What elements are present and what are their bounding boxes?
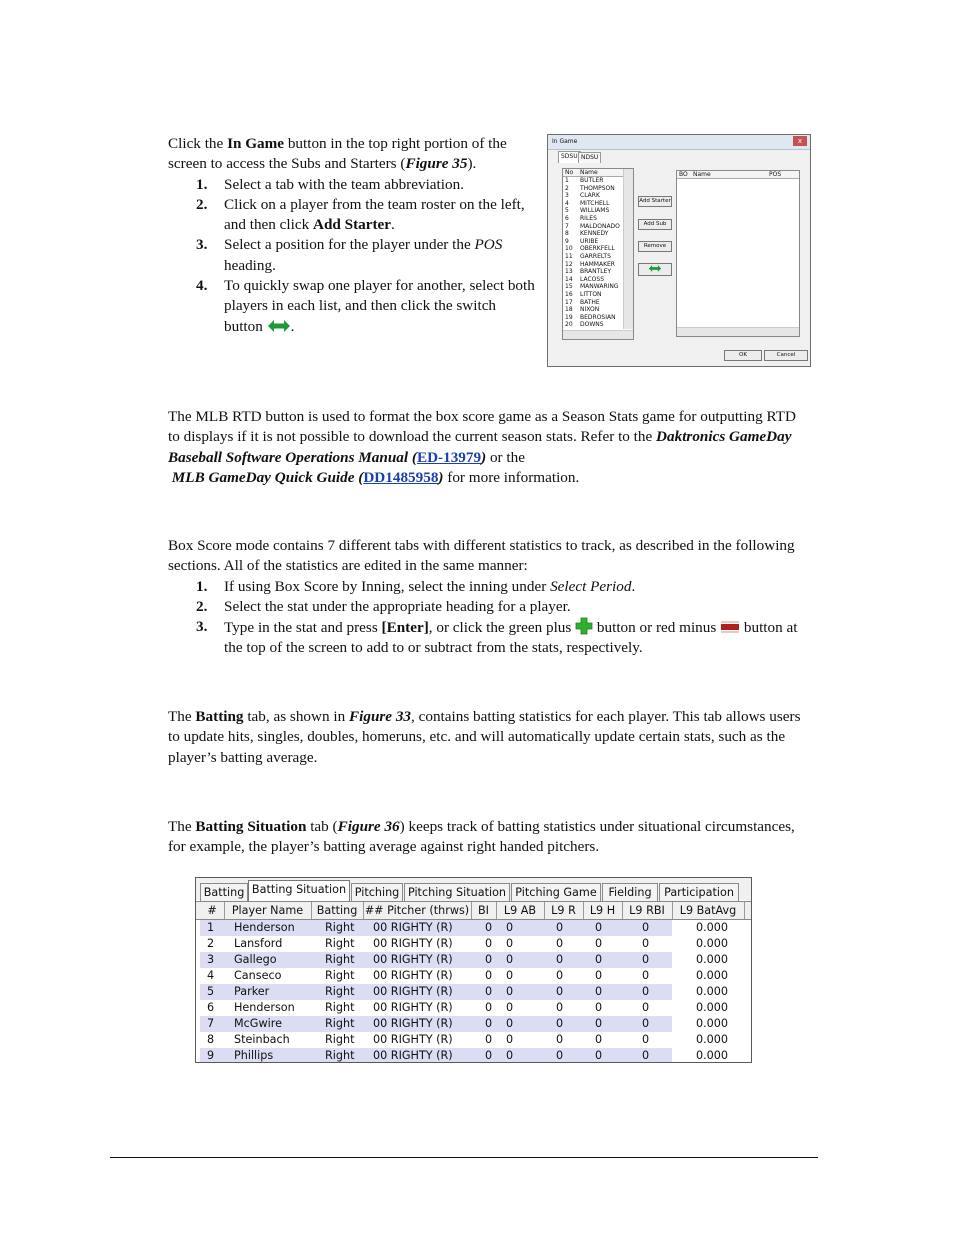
cell-bi[interactable]: 0 <box>485 1033 493 1046</box>
roster-player-name: BRANTLEY <box>580 268 612 276</box>
cell-l9-h[interactable]: 0 <box>583 984 622 1000</box>
lineup-hscroll[interactable] <box>677 327 799 336</box>
table-row[interactable] <box>196 1048 751 1063</box>
roster-player-name: MITCHELL <box>580 199 610 207</box>
roster-number: 3 <box>565 192 569 200</box>
cell-l9-r[interactable]: 0 <box>544 1016 583 1032</box>
roster-row[interactable] <box>565 215 620 223</box>
in-game-dialog <box>547 134 811 367</box>
grid-tab-strip <box>196 878 751 900</box>
cell-bi[interactable]: 0 <box>471 952 496 968</box>
roster-number: 18 <box>565 306 573 314</box>
cell-number[interactable]: 8 <box>207 1033 215 1046</box>
cell-l9-batavg[interactable]: 0.000 <box>696 1033 729 1046</box>
cell-bi[interactable]: 0 <box>471 920 496 936</box>
cell-l9-batavg[interactable]: 0.000 <box>696 1017 729 1030</box>
roster-row[interactable] <box>565 253 620 261</box>
roster-number: 9 <box>565 237 569 245</box>
cell-l9-r[interactable]: 0 <box>544 952 583 968</box>
box-score-steps <box>168 577 808 659</box>
add-sub-button[interactable]: Add Sub <box>638 219 672 230</box>
cell-l9-batavg[interactable]: 0.000 <box>696 921 729 934</box>
roster-player-name: HAMMAKER <box>580 260 615 268</box>
roster-player-name: WILLIAMS <box>580 207 610 215</box>
cell-l9-ab[interactable]: 0 <box>496 1016 544 1032</box>
ok-button[interactable]: OK <box>724 350 762 361</box>
roster-player-name: DOWNS <box>580 321 604 329</box>
cell-l9-h[interactable]: 0 <box>595 969 603 982</box>
roster-row[interactable] <box>565 291 620 299</box>
tab-pitching[interactable]: Pitching <box>351 883 403 901</box>
dialog-titlebar <box>548 135 810 150</box>
lineup-list[interactable] <box>676 170 800 337</box>
roster-vscroll[interactable] <box>623 169 633 329</box>
cell-l9-batavg[interactable]: 0.000 <box>696 1049 729 1062</box>
cell-l9-h[interactable]: 0 <box>595 937 603 950</box>
roster-player-name: LITTON <box>580 290 602 298</box>
table-row[interactable] <box>196 920 751 936</box>
roster-number: 12 <box>565 260 573 268</box>
cell-l9-h[interactable]: 0 <box>595 1001 603 1014</box>
cell-number[interactable]: 1 <box>200 920 224 936</box>
cell-l9-rbi[interactable]: 0 <box>622 984 672 1000</box>
cell-l9-ab[interactable]: 0 <box>496 920 544 936</box>
roster-number: 17 <box>565 298 573 306</box>
in-game-intro: Click the In Game button in the top right portion of the screen to access the Subs and Starters (Figure 35). <box>168 135 507 173</box>
roster-player-name: URIBE <box>580 237 599 245</box>
column-header-pitcher[interactable]: ## Pitcher (thrws) <box>363 902 472 919</box>
roster-row[interactable] <box>565 200 620 208</box>
cell-l9-rbi[interactable]: 0 <box>642 937 650 950</box>
roster-row[interactable] <box>565 185 620 193</box>
switch-button[interactable] <box>638 263 672 276</box>
roster-row[interactable] <box>565 261 620 269</box>
cell-batting[interactable]: Right <box>311 984 363 1000</box>
roster-row[interactable] <box>565 268 620 276</box>
cell-player-name[interactable]: Henderson <box>234 1001 295 1014</box>
cell-bi[interactable]: 0 <box>485 969 493 982</box>
cell-l9-r[interactable]: 0 <box>556 969 564 982</box>
tab-batting[interactable]: Batting <box>200 883 248 901</box>
roster-row[interactable] <box>565 306 620 314</box>
cell-l9-r[interactable]: 0 <box>544 1048 583 1063</box>
column-header-l9-h[interactable]: L9 H <box>583 902 623 919</box>
cell-l9-rbi[interactable]: 0 <box>642 1033 650 1046</box>
roster-header-no: No <box>565 169 574 176</box>
tab-batting-situation[interactable]: Batting Situation <box>248 880 350 901</box>
cell-player-name[interactable]: McGwire <box>224 1016 311 1032</box>
roster-hscroll[interactable] <box>563 330 633 339</box>
cell-player-name[interactable]: Gallego <box>224 952 311 968</box>
box-step-1: 1. If using Box Score by Inning, select the inning under Select Period. <box>196 577 636 595</box>
roster-number: 6 <box>565 214 569 222</box>
roster-row[interactable] <box>565 276 620 284</box>
cell-batting[interactable]: Right <box>325 969 355 982</box>
cell-l9-h[interactable]: 0 <box>583 920 622 936</box>
roster-number: 7 <box>565 222 569 230</box>
roster-number: 11 <box>565 252 573 260</box>
switch-arrows-icon <box>647 264 663 273</box>
cell-l9-h[interactable]: 0 <box>583 1016 622 1032</box>
table-row[interactable] <box>196 1032 751 1048</box>
in-game-steps <box>168 175 538 337</box>
cell-player-name[interactable]: Steinbach <box>234 1033 290 1046</box>
cell-l9-ab[interactable]: 0 <box>506 1001 514 1014</box>
cell-l9-r[interactable]: 0 <box>556 937 564 950</box>
roster-header-name: Name <box>580 169 598 176</box>
cell-l9-batavg[interactable]: 0.000 <box>696 953 729 966</box>
cell-l9-batavg[interactable]: 0.000 <box>696 937 729 950</box>
cell-pitcher[interactable]: 00 RIGHTY (R) <box>373 937 453 950</box>
roster-row[interactable] <box>565 245 620 253</box>
cell-l9-ab[interactable]: 0 <box>496 952 544 968</box>
cell-l9-rbi[interactable]: 0 <box>622 920 672 936</box>
cell-l9-ab[interactable]: 0 <box>506 937 514 950</box>
cell-l9-batavg[interactable]: 0.000 <box>696 1001 729 1014</box>
cell-number[interactable]: 5 <box>200 984 224 1000</box>
roster-rows <box>565 177 620 329</box>
cell-bi[interactable]: 0 <box>471 1048 496 1063</box>
cell-player-name[interactable]: Canseco <box>234 969 282 982</box>
roster-row[interactable] <box>565 321 620 329</box>
step-1: 1. Select a tab with the team abbreviation. <box>196 175 464 193</box>
roster-row[interactable] <box>565 223 620 231</box>
cell-pitcher[interactable]: 00 RIGHTY (R) <box>363 1016 471 1032</box>
roster-row[interactable] <box>565 314 620 322</box>
column-header-bi[interactable]: BI <box>471 902 497 919</box>
switch-arrows-icon <box>267 318 291 334</box>
cell-l9-rbi[interactable]: 0 <box>622 952 672 968</box>
cell-number[interactable]: 2 <box>207 937 215 950</box>
cell-number[interactable]: 4 <box>207 969 215 982</box>
roster-player-name: BUTLER <box>580 177 604 184</box>
cell-pitcher[interactable]: 00 RIGHTY (R) <box>373 969 453 982</box>
cell-player-name[interactable]: Henderson <box>224 920 311 936</box>
cancel-button[interactable]: Cancel <box>764 350 808 361</box>
cell-l9-rbi[interactable]: 0 <box>642 1001 650 1014</box>
cell-l9-ab[interactable]: 0 <box>506 969 514 982</box>
cell-batting[interactable]: Right <box>311 920 363 936</box>
roster-number: 20 <box>565 321 573 329</box>
box-step-2: 2. Select the stat under the appropriate heading for a player. <box>196 597 571 615</box>
cell-l9-h[interactable]: 0 <box>595 1033 603 1046</box>
add-starter-button[interactable]: Add Starter <box>638 196 672 207</box>
roster-player-name: THOMPSON <box>580 184 615 192</box>
cell-player-name[interactable]: Lansford <box>234 937 283 950</box>
cell-l9-r[interactable]: 0 <box>544 920 583 936</box>
roster-row[interactable] <box>565 299 620 307</box>
batting-situation-grid <box>195 877 752 1063</box>
roster-player-name: MALDONADO <box>580 222 620 230</box>
lineup-header-pos: POS <box>769 171 782 178</box>
tab-pitching-situation[interactable]: Pitching Situation <box>404 883 510 901</box>
column-header-l9-batavg[interactable]: L9 BatAvg <box>672 902 745 919</box>
dd1485958-link[interactable]: DD1485958 <box>363 468 439 486</box>
roster-player-name: OBERKFELL <box>580 245 615 253</box>
cell-l9-batavg[interactable]: 0.000 <box>696 985 729 998</box>
roster-number: 19 <box>565 313 573 321</box>
roster-row[interactable] <box>565 283 620 291</box>
remove-button[interactable]: Remove <box>638 241 672 252</box>
cell-bi[interactable]: 0 <box>485 1001 493 1014</box>
roster-player-name: BEDROSIAN <box>580 313 616 321</box>
cell-player-name[interactable]: Phillips <box>224 1048 311 1063</box>
tab-fielding[interactable]: Fielding <box>602 883 658 901</box>
roster-header <box>563 169 623 177</box>
table-row[interactable] <box>196 968 751 984</box>
column-header-batting[interactable]: Batting <box>311 902 364 919</box>
cell-number[interactable]: 9 <box>200 1048 224 1063</box>
cell-number[interactable]: 3 <box>200 952 224 968</box>
roster-row[interactable] <box>565 238 620 246</box>
roster-player-name: CLARK <box>580 192 600 200</box>
lineup-header-bo: BO <box>679 171 688 178</box>
roster-number: 13 <box>565 268 573 276</box>
cell-l9-rbi[interactable]: 0 <box>642 969 650 982</box>
dialog-title: In Game <box>552 138 578 145</box>
cell-pitcher[interactable]: 00 RIGHTY (R) <box>363 952 471 968</box>
roster-player-name: BATHE <box>580 298 600 306</box>
cell-number[interactable]: 7 <box>200 1016 224 1032</box>
lineup-header <box>677 171 799 179</box>
roster-number: 5 <box>565 207 569 215</box>
column-header-l9-r[interactable]: L9 R <box>544 902 584 919</box>
column-header-l9-rbi[interactable]: L9 RBI <box>622 902 673 919</box>
roster-player-name: RILES <box>580 214 597 222</box>
table-row[interactable] <box>196 984 751 1000</box>
cell-l9-ab[interactable]: 0 <box>506 1033 514 1046</box>
cell-batting[interactable]: Right <box>311 1016 363 1032</box>
in-game-instructions <box>168 134 538 337</box>
cell-l9-r[interactable]: 0 <box>556 1033 564 1046</box>
red-minus-icon <box>720 620 740 634</box>
roster-player-name: LACOSS <box>580 275 605 283</box>
step-3: 3. Select a position for the player under the POS heading. <box>196 236 503 274</box>
ed-13979-link[interactable]: ED-13979 <box>416 448 482 466</box>
table-row[interactable] <box>196 1016 751 1032</box>
cell-l9-ab[interactable]: 0 <box>496 1048 544 1063</box>
grid-header-row <box>196 901 751 920</box>
cell-pitcher[interactable]: 00 RIGHTY (R) <box>363 1048 471 1063</box>
tab-ndsu[interactable]: NDSU <box>578 152 601 163</box>
roster-row[interactable] <box>565 192 620 200</box>
lineup-header-name: Name <box>693 171 711 178</box>
cell-number[interactable]: 6 <box>207 1001 215 1014</box>
column-header-player-name[interactable]: Player Name <box>224 902 312 919</box>
dialog-close-button[interactable]: x <box>793 136 807 146</box>
roster-number: 15 <box>565 283 573 291</box>
batting-paragraph: The Batting tab, as shown in Figure 33, contains batting statistics for each player. This tab allows users to update hits, singles, doubles, homeruns, etc. and will automatically update certain stats, such as the player’s batting average. <box>168 708 801 766</box>
roster-number: 1 <box>565 177 569 184</box>
step-2: 2. Click on a player from the team roster on the left, and then click Add Starter. <box>196 195 525 234</box>
cell-l9-r[interactable]: 0 <box>556 1001 564 1014</box>
tab-pitching-game[interactable]: Pitching Game <box>511 883 601 901</box>
batting-situation-paragraph: The Batting Situation tab (Figure 36) keeps track of batting statistics under situational circumstances, for example, the player’s batting average against right handed pitchers. <box>168 818 795 856</box>
cell-l9-rbi[interactable]: 0 <box>622 1016 672 1032</box>
roster-row[interactable] <box>565 207 620 215</box>
roster-player-name: MANWARING <box>580 283 619 291</box>
cell-pitcher[interactable]: 00 RIGHTY (R) <box>373 1033 453 1046</box>
cell-batting[interactable]: Right <box>325 937 355 950</box>
cell-pitcher[interactable]: 00 RIGHTY (R) <box>373 1001 453 1014</box>
cell-player-name[interactable]: Parker <box>224 984 311 1000</box>
roster-row[interactable] <box>565 230 620 238</box>
box-step-3: 3. Type in the stat and press [Enter], or click the green plus button or red minus button at the top of the screen to add to or subtract from the stats, respectively. <box>196 618 798 657</box>
roster-player-name: NIXON <box>580 306 600 314</box>
table-row[interactable] <box>196 952 751 968</box>
cell-l9-r[interactable]: 0 <box>544 984 583 1000</box>
footer-rule <box>110 1157 818 1158</box>
mlb-rtd-paragraph: The MLB RTD button is used to format the box score game as a Season Stats game for outputting RTD to displays if it is not possible to download the current season stats. Refer to the Daktronics GameDay Baseball Software Operations Manual (ED-13979) or the MLB GameDay Quick Guide (DD1485958) for more information. <box>168 408 796 486</box>
cell-batting[interactable]: Right <box>311 1048 363 1063</box>
tab-sdsu[interactable]: SDSU <box>558 151 581 163</box>
box-score-paragraph: Box Score mode contains 7 different tabs with different statistics to track, as described in the following sections. All of the statistics are edited in the same manner: 1. If using Box Score by Inning, select the inning under Select Period. 2. Select the stat under the appropriate heading for a player. 3. Type in the stat and press [Enter], or click the green plus button or red minus button at the top of the screen to add to or subtract from the stats, respectively. <box>168 536 808 659</box>
roster-player-name: KENNEDY <box>580 230 609 238</box>
roster-number: 2 <box>565 184 569 192</box>
cell-batting[interactable]: Right <box>325 1033 355 1046</box>
table-row[interactable] <box>196 1000 751 1016</box>
column-header-number[interactable]: # <box>200 902 225 919</box>
cell-batting[interactable]: Right <box>311 952 363 968</box>
cell-bi[interactable]: 0 <box>485 937 493 950</box>
cell-pitcher[interactable]: 00 RIGHTY (R) <box>363 984 471 1000</box>
roster-list[interactable] <box>562 168 634 340</box>
column-header-l9-ab[interactable]: L9 AB <box>496 902 545 919</box>
roster-row[interactable] <box>565 177 620 185</box>
roster-number: 4 <box>565 199 569 207</box>
roster-number: 8 <box>565 230 569 238</box>
cell-bi[interactable]: 0 <box>471 1016 496 1032</box>
roster-number: 16 <box>565 290 573 298</box>
cell-batting[interactable]: Right <box>325 1001 355 1014</box>
table-row[interactable] <box>196 936 751 952</box>
roster-number: 10 <box>565 245 573 253</box>
cell-bi[interactable]: 0 <box>471 984 496 1000</box>
green-plus-icon <box>575 617 593 635</box>
cell-l9-ab[interactable]: 0 <box>496 984 544 1000</box>
step-4: 4. To quickly swap one player for another, select both players in each list, and then click the switch button . <box>196 277 535 335</box>
cell-l9-batavg[interactable]: 0.000 <box>696 969 729 982</box>
cell-l9-h[interactable]: 0 <box>583 1048 622 1063</box>
roster-player-name: GARRELTS <box>580 252 611 260</box>
cell-l9-rbi[interactable]: 0 <box>622 1048 672 1063</box>
roster-number: 14 <box>565 275 573 283</box>
cell-pitcher[interactable]: 00 RIGHTY (R) <box>363 920 471 936</box>
tab-participation[interactable]: Participation <box>659 883 739 901</box>
cell-l9-h[interactable]: 0 <box>583 952 622 968</box>
